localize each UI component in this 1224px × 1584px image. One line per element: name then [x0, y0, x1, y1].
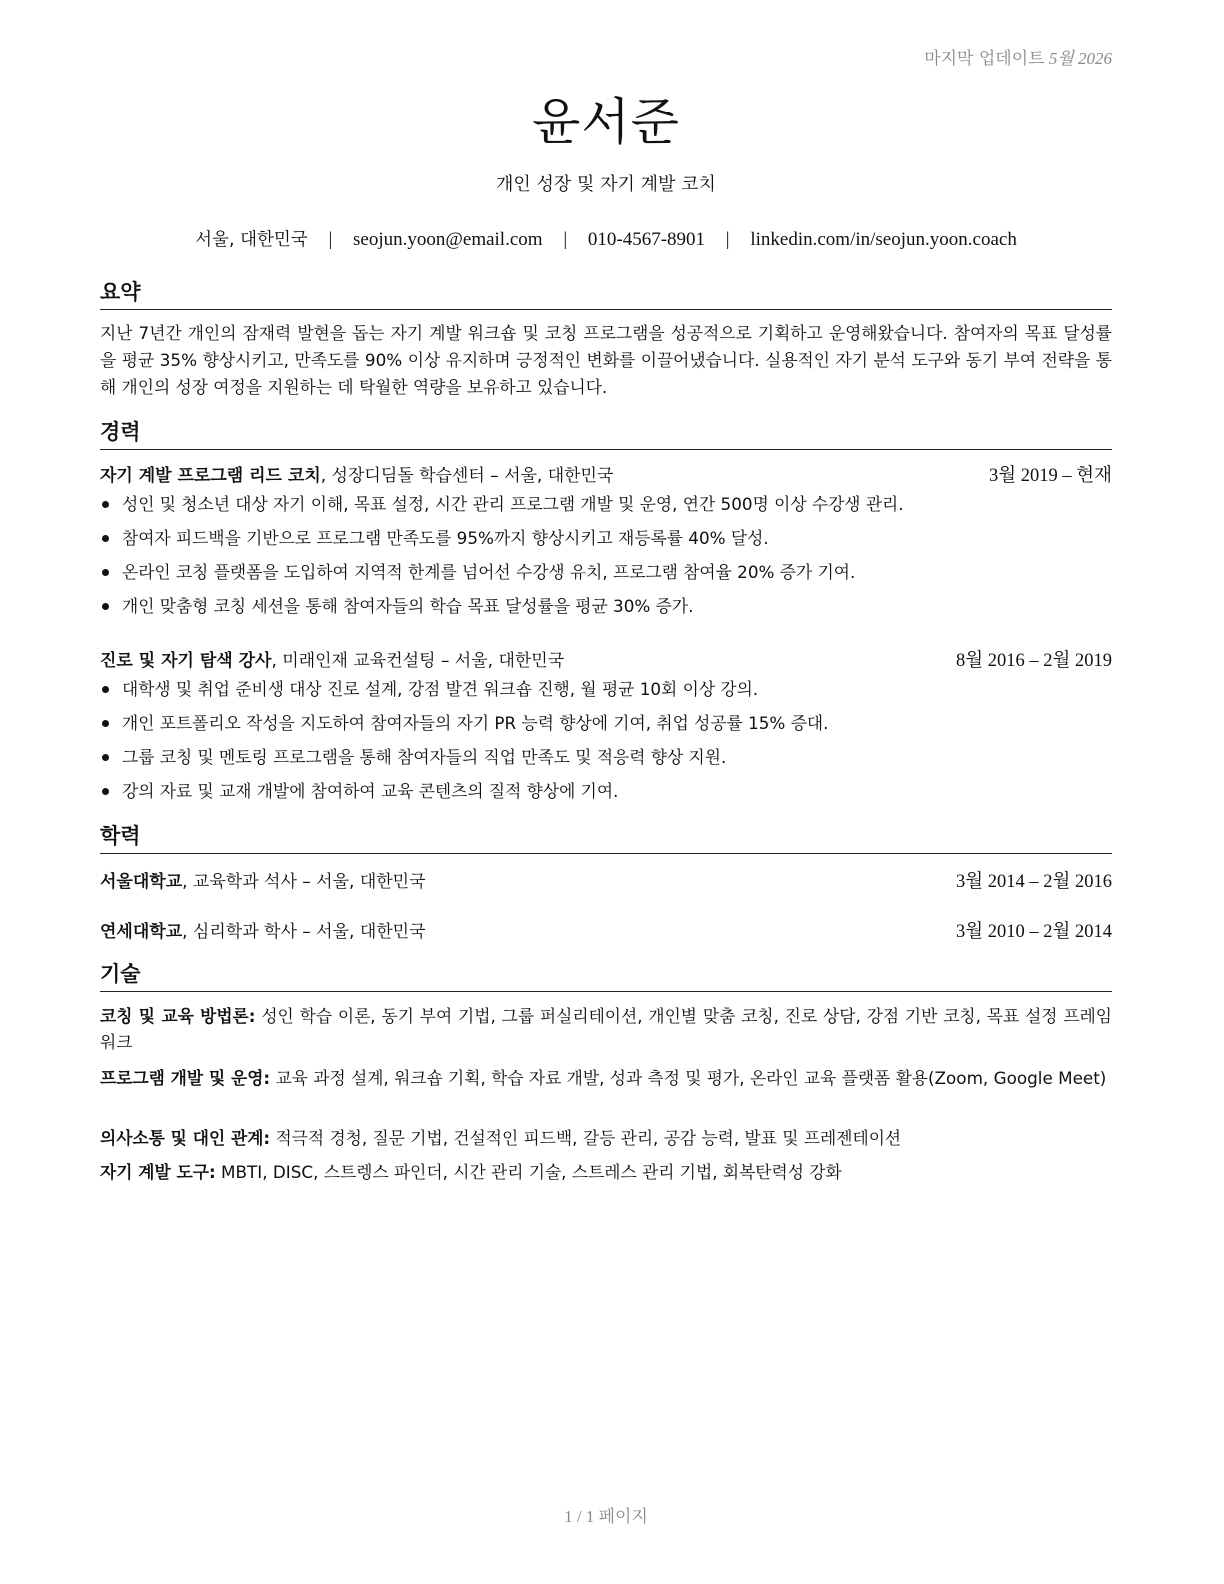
- contact-separator: |: [563, 229, 568, 250]
- school-name: 서울대학교: [100, 872, 183, 892]
- skill-item: [100, 1003, 1112, 1055]
- resume-page: [100, 0, 1112, 1584]
- school-name: 연세대학교: [100, 922, 183, 942]
- job-header: [100, 646, 1112, 672]
- contact-email[interactable]: seojun.yoon@email.com: [353, 229, 543, 250]
- skill-item: [100, 1065, 1112, 1091]
- list-item: 강의 자료 및 교재 개발에 참여하여 교육 콘텐츠의 질적 향상에 기여.: [100, 777, 1112, 811]
- contact-separator: |: [725, 229, 730, 250]
- skill-text: 성인 학습 이론, 동기 부여 기법, 그룹 퍼실리테이션, 개인별 맞춤 코칭, 진로 상담, 강점 기반 코칭, 목표 설정 프레임워크: [100, 1006, 1112, 1052]
- list-item: 대학생 및 취업 준비생 대상 진로 설계, 강점 발견 워크숍 진행, 월 평균 10회 이상 강의.: [100, 675, 1112, 709]
- education-item: [100, 917, 1112, 943]
- job-bullets: [100, 675, 1112, 811]
- degree-detail: , 교육학과 석사 – 서울, 대한민국: [182, 872, 426, 892]
- skill-text: 적극적 경청, 질문 기법, 건설적인 피드백, 갈등 관리, 공감 능력, 발표 및 프레젠테이션: [270, 1128, 902, 1148]
- job-role: 진로 및 자기 탐색 강사: [100, 651, 272, 671]
- contact-phone: 010-4567-8901: [587, 229, 706, 250]
- education-dates: 3월 2014 – 2월 2016: [956, 872, 1112, 892]
- list-item: 그룹 코칭 및 멘토링 프로그램을 통해 참여자들의 직업 만족도 및 적응력 향상 지원.: [100, 743, 1112, 777]
- list-item: 개인 포트폴리오 작성을 지도하여 참여자들의 자기 PR 능력 향상에 기여, 취업 성공률 15% 증대.: [100, 709, 1112, 743]
- skill-text: 교육 과정 설계, 워크숍 기획, 학습 자료 개발, 성과 측정 및 평가, 온라인 교육 플랫폼 활용(Zoom, Google Meet): [270, 1068, 1107, 1088]
- skill-label: 의사소통 및 대인 관계:: [100, 1128, 271, 1148]
- skill-label: 프로그램 개발 및 운영:: [100, 1068, 271, 1088]
- job-org: , 성장디딤돌 학습센터 – 서울, 대한민국: [320, 466, 614, 486]
- candidate-name: 윤서준: [532, 93, 680, 151]
- skill-item: [100, 1159, 1112, 1185]
- job-header: [100, 461, 1112, 487]
- list-item: 개인 맞춤형 코칭 세션을 통해 참여자들의 학습 목표 달성률을 평균 30% 증가.: [100, 592, 1112, 626]
- skill-label: 자기 계발 도구:: [100, 1162, 216, 1182]
- skill-item: [100, 1125, 1112, 1151]
- job-bullets: [100, 490, 1112, 626]
- list-item: 온라인 코칭 플랫폼을 도입하여 지역적 한계를 넘어선 수강생 유치, 프로그램 참여율 20% 증가 기여.: [100, 558, 1112, 592]
- skill-label: 코칭 및 교육 방법론:: [100, 1006, 256, 1026]
- last-updated: 마지막 업데이트 5월 2026: [924, 49, 1112, 69]
- skill-text: MBTI, DISC, 스트렝스 파인더, 시간 관리 기술, 스트레스 관리 기법, 회복탄력성 강화: [215, 1162, 842, 1182]
- section-title-summary: 요약: [100, 276, 1112, 310]
- list-item: 참여자 피드백을 기반으로 프로그램 만족도를 95%까지 향상시키고 재등록률 40% 달성.: [100, 524, 1112, 558]
- degree-detail: , 심리학과 학사 – 서울, 대한민국: [182, 922, 426, 942]
- contact-location: 서울, 대한민국: [195, 230, 308, 250]
- page-number: 1 / 1 페이지: [564, 1507, 648, 1526]
- contact-line: [100, 226, 1112, 251]
- job-dates: 3월 2019 – 현재: [989, 466, 1112, 486]
- job-role: 자기 계발 프로그램 리드 코치: [100, 466, 321, 486]
- job-org: , 미래인재 교육컨설팅 – 서울, 대한민국: [271, 651, 565, 671]
- summary-text: 지난 7년간 개인의 잠재력 발현을 돕는 자기 계발 워크숍 및 코칭 프로그램을 성공적으로 기획하고 운영해왔습니다. 참여자의 목표 달성률을 평균 35% 향상시키고, 만족도를 90% 이상 유지하며 긍정적인 변화를 이끌어냈습니다. 실용적인 자기 분석 도구와 동기 부여 전략을 통해 개인의 성장 여정을 지원하는 데 탁월한 역량을 보유하고 있습니다.: [100, 323, 1112, 397]
- education-dates: 3월 2010 – 2월 2014: [956, 922, 1112, 942]
- section-title-skills: 기술: [100, 958, 1112, 992]
- contact-linkedin[interactable]: linkedin.com/in/seojun.yoon.coach: [750, 229, 1017, 250]
- section-title-education: 학력: [100, 820, 1112, 854]
- candidate-title: 개인 성장 및 자기 계발 코치: [496, 174, 716, 195]
- list-item: 성인 및 청소년 대상 자기 이해, 목표 설정, 시간 관리 프로그램 개발 및 운영, 연간 500명 이상 수강생 관리.: [100, 490, 1112, 524]
- job-dates: 8월 2016 – 2월 2019: [956, 651, 1112, 671]
- education-item: [100, 867, 1112, 893]
- contact-separator: |: [328, 229, 333, 250]
- section-title-experience: 경력: [100, 416, 1112, 450]
